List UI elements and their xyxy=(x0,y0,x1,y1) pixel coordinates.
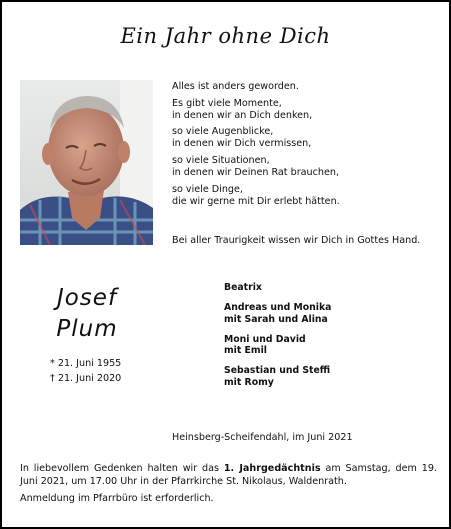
poem-line: die wir gerne mit Dir erlebt hätten. xyxy=(172,195,340,207)
mourner-line: mit Sarah und Alina xyxy=(224,313,328,325)
birth-date: * 21. Juni 1955 xyxy=(50,358,122,369)
memorial-highlight: 1. Jahrgedächtnis xyxy=(223,463,321,474)
poem-stanza xyxy=(172,155,442,179)
poem-line: so viele Augenblicke, xyxy=(172,126,274,138)
death-date: † 21. Juni 2020 xyxy=(50,373,122,384)
poem xyxy=(172,81,442,212)
poem-line: so viele Situationen, xyxy=(172,154,270,166)
memorial-text-end: am Samstag, dem 19. Juni 2021, um 17.00 Uhr in der Pfarrkirche St. Nikolaus, Waldenrath. xyxy=(20,463,437,487)
mourner-line: Moni und David xyxy=(224,333,306,345)
registration-note: Anmeldung im Pfarrbüro ist erforderlich. xyxy=(20,493,214,504)
deceased-first-name: Josef xyxy=(56,285,118,311)
mourner-line: Andreas und Monika xyxy=(224,302,332,313)
mourners-list xyxy=(224,282,331,397)
mourner-line: Beatrix xyxy=(224,282,262,293)
poem-stanza xyxy=(172,126,442,150)
mourner-line: mit Romy xyxy=(224,376,274,388)
portrait-photo xyxy=(20,80,153,245)
poem-stanza xyxy=(172,81,442,93)
anniversary-heading: Ein Jahr ohne Dich xyxy=(120,24,331,48)
poem-line: so viele Dinge, xyxy=(172,183,243,195)
poem-line: Alles ist anders geworden. xyxy=(172,81,299,92)
mourner-group xyxy=(224,334,331,357)
life-dates xyxy=(50,356,121,386)
place-and-date: Heinsberg-Scheifendahl, im Juni 2021 xyxy=(172,432,353,443)
mourner-group xyxy=(224,365,331,388)
poem-line: Es gibt viele Momente, xyxy=(172,97,282,109)
memorial-text-start: In liebevollem Gedenken halten wir das xyxy=(20,463,224,474)
mourner-group xyxy=(224,282,331,294)
poem-line: in denen wir Deinen Rat brauchen, xyxy=(172,167,340,179)
poem-stanza xyxy=(172,184,442,208)
mourner-line: Sebastian und Steffi xyxy=(224,365,331,376)
poem-stanza xyxy=(172,98,442,122)
poem-line: in denen wir Dich vermissen, xyxy=(172,138,312,150)
deceased-last-name: Plum xyxy=(56,316,118,342)
mourner-line: mit Emil xyxy=(224,345,267,356)
mourner-group xyxy=(224,302,331,325)
poem-line: in denen wir an Dich denken, xyxy=(172,109,313,121)
memorial-service-text xyxy=(20,462,437,488)
faith-line: Bei aller Traurigkeit wissen wir Dich in Gottes Hand. xyxy=(172,235,421,246)
